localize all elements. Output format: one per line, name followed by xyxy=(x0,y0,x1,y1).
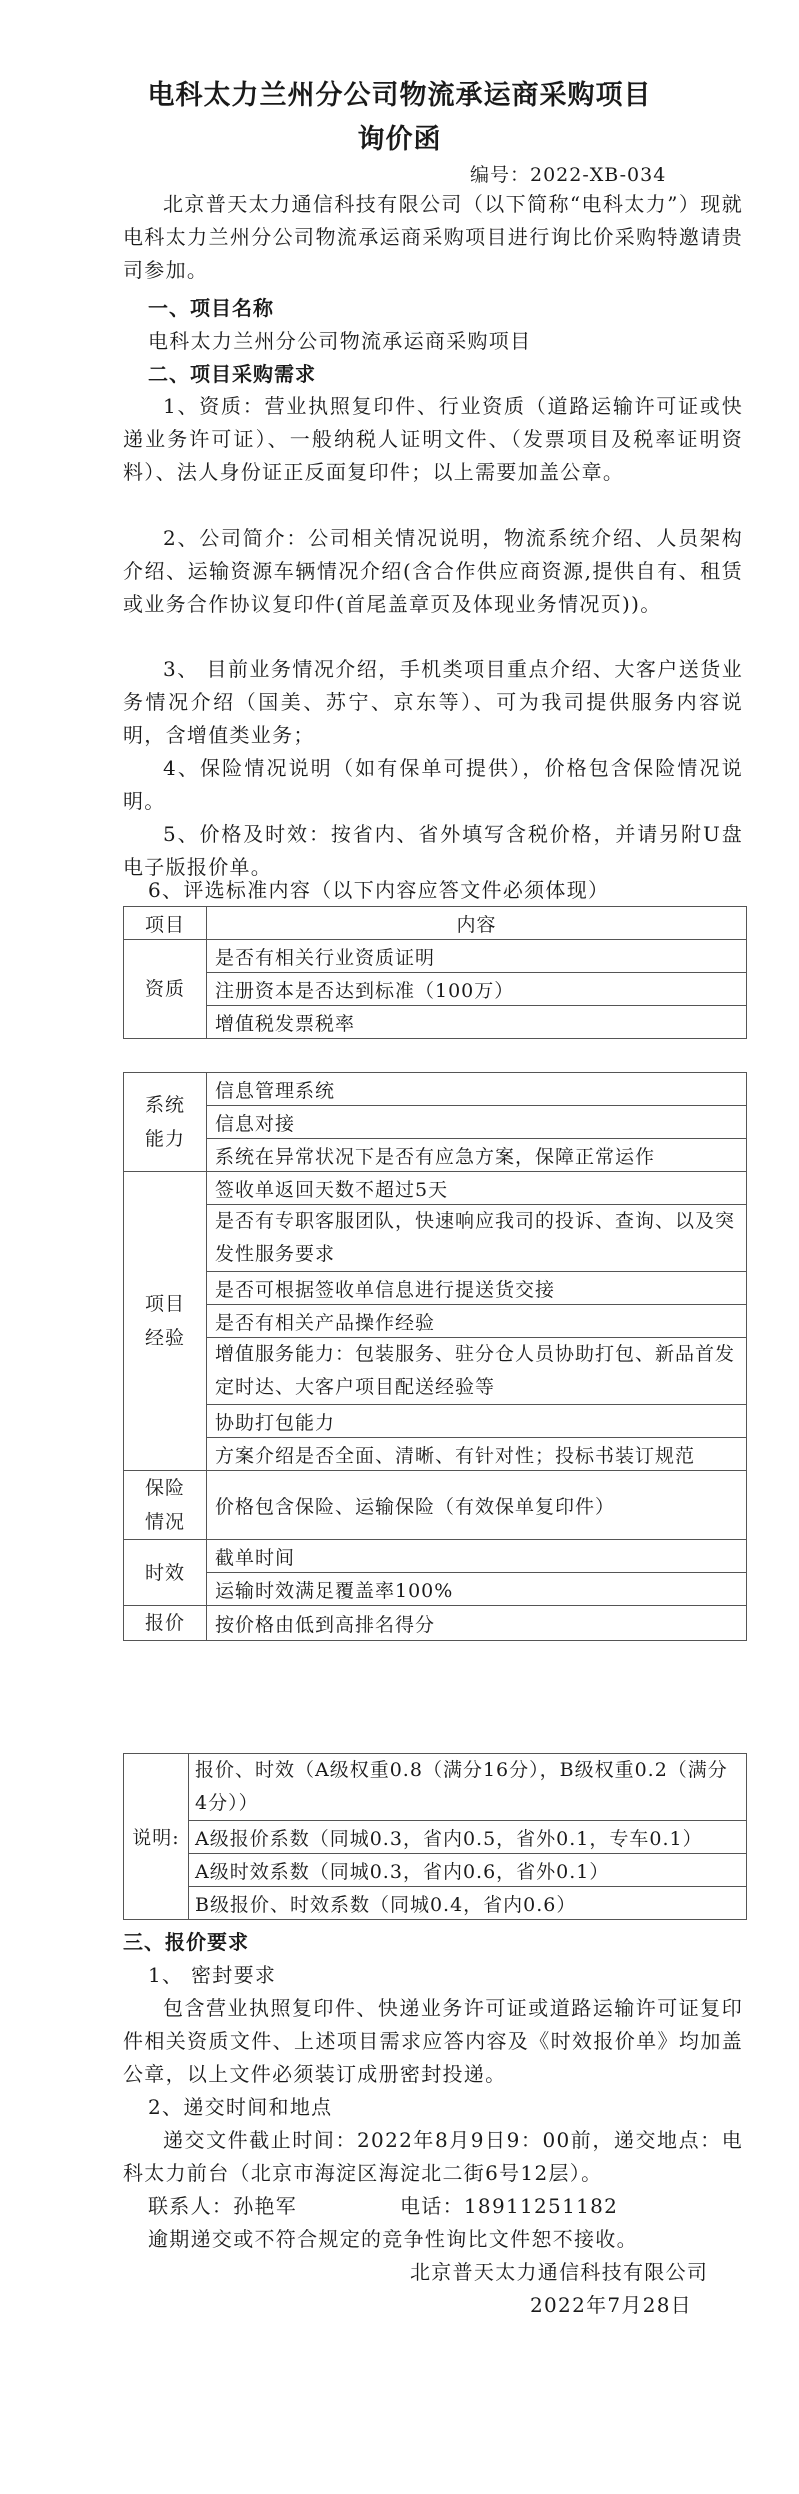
criterion-row: 按价格由低到高排名得分 xyxy=(207,1606,747,1641)
category-label: 保险 xyxy=(144,1477,185,1499)
category-label: 项目 xyxy=(144,1293,185,1315)
requirement-6: 6、评选标准内容（以下内容应答文件必须体现） xyxy=(148,878,610,902)
requirement-3: 3、 目前业务情况介绍，手机类项目重点介绍、大客户送货业务情况介绍（国美、苏宁、京东等）、可为我司提供服务内容说明，含增值类业务； xyxy=(123,657,743,747)
requirement-1: 1、资质：营业执照复印件、行业资质（道路运输许可证或快递业务许可证）、一般纳税人证明文件、（发票项目及税率证明资料）、法人身份证正反面复印件；以上需要加盖公章。 xyxy=(123,394,743,484)
criterion-row: 是否有专职客服团队，快速响应我司的投诉、查询、以及突发性服务要求 xyxy=(207,1205,747,1272)
requirement-2: 2、公司简介：公司相关情况说明，物流系统介绍、人员架构介绍、运输资源车辆情况介绍(含合作供应商资源,提供自有、租赁或业务合作协议复印件(首尾盖章页及体现业务情况页))。 xyxy=(123,526,743,616)
category-label: 情况 xyxy=(144,1511,185,1533)
requirement-4: 4、保险情况说明（如有保单可提供），价格包含保险情况说明。 xyxy=(123,756,743,813)
header-item: 项目 xyxy=(124,907,207,940)
doc-subtitle: 询价函 xyxy=(357,124,442,155)
criterion-row: 是否有相关产品操作经验 xyxy=(207,1305,747,1338)
contact-person: 联系人：孙艳军 xyxy=(148,2194,298,2218)
project-name: 电科太力兰州分公司物流承运商采购项目 xyxy=(148,329,532,353)
seal-requirement-heading: 1、 密封要求 xyxy=(148,1963,277,1987)
note-label: 说明: xyxy=(124,1754,189,1920)
category-system xyxy=(124,1073,207,1172)
criterion-row: 签收单返回天数不超过5天 xyxy=(207,1172,747,1205)
note-row: A级时效系数（同城0.3，省内0.6，省外0.1） xyxy=(189,1854,747,1887)
category-experience xyxy=(124,1172,207,1471)
doc-title: 电科太力兰州分公司物流承运商采购项目 xyxy=(147,80,652,111)
note-row: A级报价系数（同城0.3，省内0.5，省外0.1，专车0.1） xyxy=(189,1821,747,1854)
category-qualification: 资质 xyxy=(124,940,207,1039)
category-quote: 报价 xyxy=(124,1606,207,1641)
criterion-row: 注册资本是否达到标准（100万） xyxy=(207,973,747,1006)
category-insurance xyxy=(124,1471,207,1540)
late-notice: 逾期递交或不符合规定的竞争性询比文件恕不接收。 xyxy=(148,2227,638,2251)
section-heading-3: 三、报价要求 xyxy=(123,1930,249,1954)
signature-date: 2022年7月28日 xyxy=(530,2293,693,2317)
section-heading-2: 二、项目采购需求 xyxy=(148,362,316,386)
intro-paragraph: 北京普天太力通信科技有限公司（以下简称“电科太力”）现就电科太力兰州分公司物流承运商采购项目进行询比价采购特邀请贵司参加。 xyxy=(123,192,743,282)
section-heading-1: 一、项目名称 xyxy=(148,296,274,320)
scoring-note-table xyxy=(123,1753,747,1920)
criterion-row: 信息对接 xyxy=(207,1106,747,1139)
contact-phone: 电话：18911251182 xyxy=(400,2194,619,2218)
note-row: B级报价、时效系数（同城0.4，省内0.6） xyxy=(189,1887,747,1920)
submission-heading: 2、递交时间和地点 xyxy=(148,2095,333,2119)
criterion-row: 价格包含保险、运输保险（有效保单复印件） xyxy=(207,1471,747,1540)
criteria-table-continued xyxy=(123,1072,747,1641)
criteria-table xyxy=(123,906,747,1039)
criterion-row: 协助打包能力 xyxy=(207,1405,747,1438)
signature-company: 北京普天太力通信科技有限公司 xyxy=(410,2260,709,2284)
submission-body: 递交文件截止时间：2022年8月9日9：00前，递交地点：电科太力前台（北京市海淀区海淀北二街6号12层）。 xyxy=(123,2128,743,2185)
criterion-row: 运输时效满足覆盖率100% xyxy=(207,1573,747,1606)
category-timeliness: 时效 xyxy=(124,1540,207,1606)
criterion-row: 截单时间 xyxy=(207,1540,747,1573)
criterion-row: 是否有相关行业资质证明 xyxy=(207,940,747,973)
criterion-row: 是否可根据签收单信息进行提送货交接 xyxy=(207,1272,747,1305)
requirement-5: 5、价格及时效：按省内、省外填写含税价格，并请另附U盘电子版报价单。 xyxy=(123,822,743,879)
criterion-row: 系统在异常状况下是否有应急方案，保障正常运作 xyxy=(207,1139,747,1172)
criterion-row: 信息管理系统 xyxy=(207,1073,747,1106)
note-row: 报价、时效（A级权重0.8（满分16分），B级权重0.2（满分4分）） xyxy=(189,1754,747,1821)
criterion-row: 增值服务能力：包装服务、驻分仓人员协助打包、新品首发定时达、大客户项目配送经验等 xyxy=(207,1338,747,1405)
category-label: 能力 xyxy=(144,1128,185,1150)
category-label: 经验 xyxy=(144,1327,185,1349)
criterion-row: 方案介绍是否全面、清晰、有针对性；投标书装订规范 xyxy=(207,1438,747,1471)
doc-number: 编号：2022-XB-034 xyxy=(470,164,667,186)
criterion-row: 增值税发票税率 xyxy=(207,1006,747,1039)
seal-requirement-body: 包含营业执照复印件、快递业务许可证或道路运输许可证复印件相关资质文件、上述项目需求应答内容及《时效报价单》均加盖公章，以上文件必须装订成册密封投递。 xyxy=(123,1996,743,2086)
header-content: 内容 xyxy=(207,907,747,940)
category-label: 系统 xyxy=(144,1094,185,1116)
